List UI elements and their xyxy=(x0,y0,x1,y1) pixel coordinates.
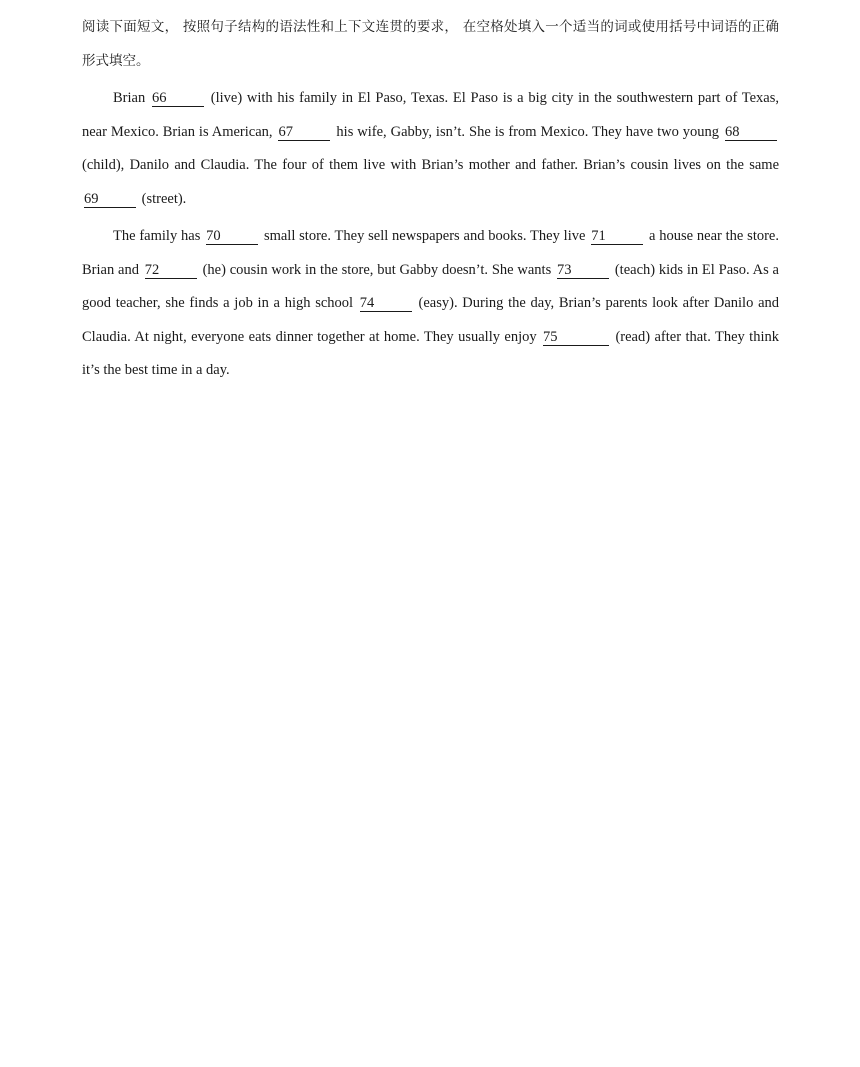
paragraph-text: (he) cousin work in the store, but Gabby doesn’t. She wants xyxy=(198,261,556,278)
paragraph-text: small store. They sell newspapers and books. They live xyxy=(260,228,590,244)
paragraph-text: his wife, Gabby, isn’t. She is from Mexico. They have two young xyxy=(332,123,723,140)
blank-68: 68 xyxy=(725,124,777,141)
blank-69: 69 xyxy=(84,191,136,208)
paragraph-text: (easy). During the day, Brian’s parents look after Danilo and Claudia. At night, everyone eats dinner together at home. They usually enjoy xyxy=(82,295,779,345)
blank-66: 66 xyxy=(152,90,204,107)
blank-71: 71 xyxy=(591,228,643,245)
blank-73: 73 xyxy=(557,262,609,279)
paragraph-text: (read) after that. They think it’s the best time in a day. xyxy=(82,328,779,378)
instruction-text: 阅读下面短文， 按照句子结构的语法性和上下文连贯的要求， 在空格处填入一个适当的词或使用括号中词语的正确形式填空。 xyxy=(82,19,779,69)
paragraph-text: (live) with his family in El Paso, Texas. El Paso is a big city in the southwestern part of Texas, near Mexico. Brian is American, xyxy=(82,90,779,140)
document-page xyxy=(82,10,779,392)
paragraph-text: Brian xyxy=(113,90,150,106)
paragraph-text: (street). xyxy=(138,190,187,207)
paragraph-text: The family has xyxy=(113,228,205,244)
blank-67: 67 xyxy=(278,124,330,141)
paragraph-text: (child), Danilo and Claudia. The four of them live with Brian’s mother and father. Brian’s cousin lives on the same xyxy=(82,157,779,173)
paragraph-1 xyxy=(82,82,779,216)
paragraph-2 xyxy=(82,220,779,388)
blank-75: 75 xyxy=(543,329,609,346)
paragraph-text: (teach) kids in El Paso. As a good teacher, she finds a job in a high school xyxy=(82,261,779,311)
paragraph-text: a house near the store. Brian and xyxy=(82,228,779,278)
blank-74: 74 xyxy=(360,295,412,312)
blank-72: 72 xyxy=(145,262,197,279)
blank-70: 70 xyxy=(206,228,258,245)
